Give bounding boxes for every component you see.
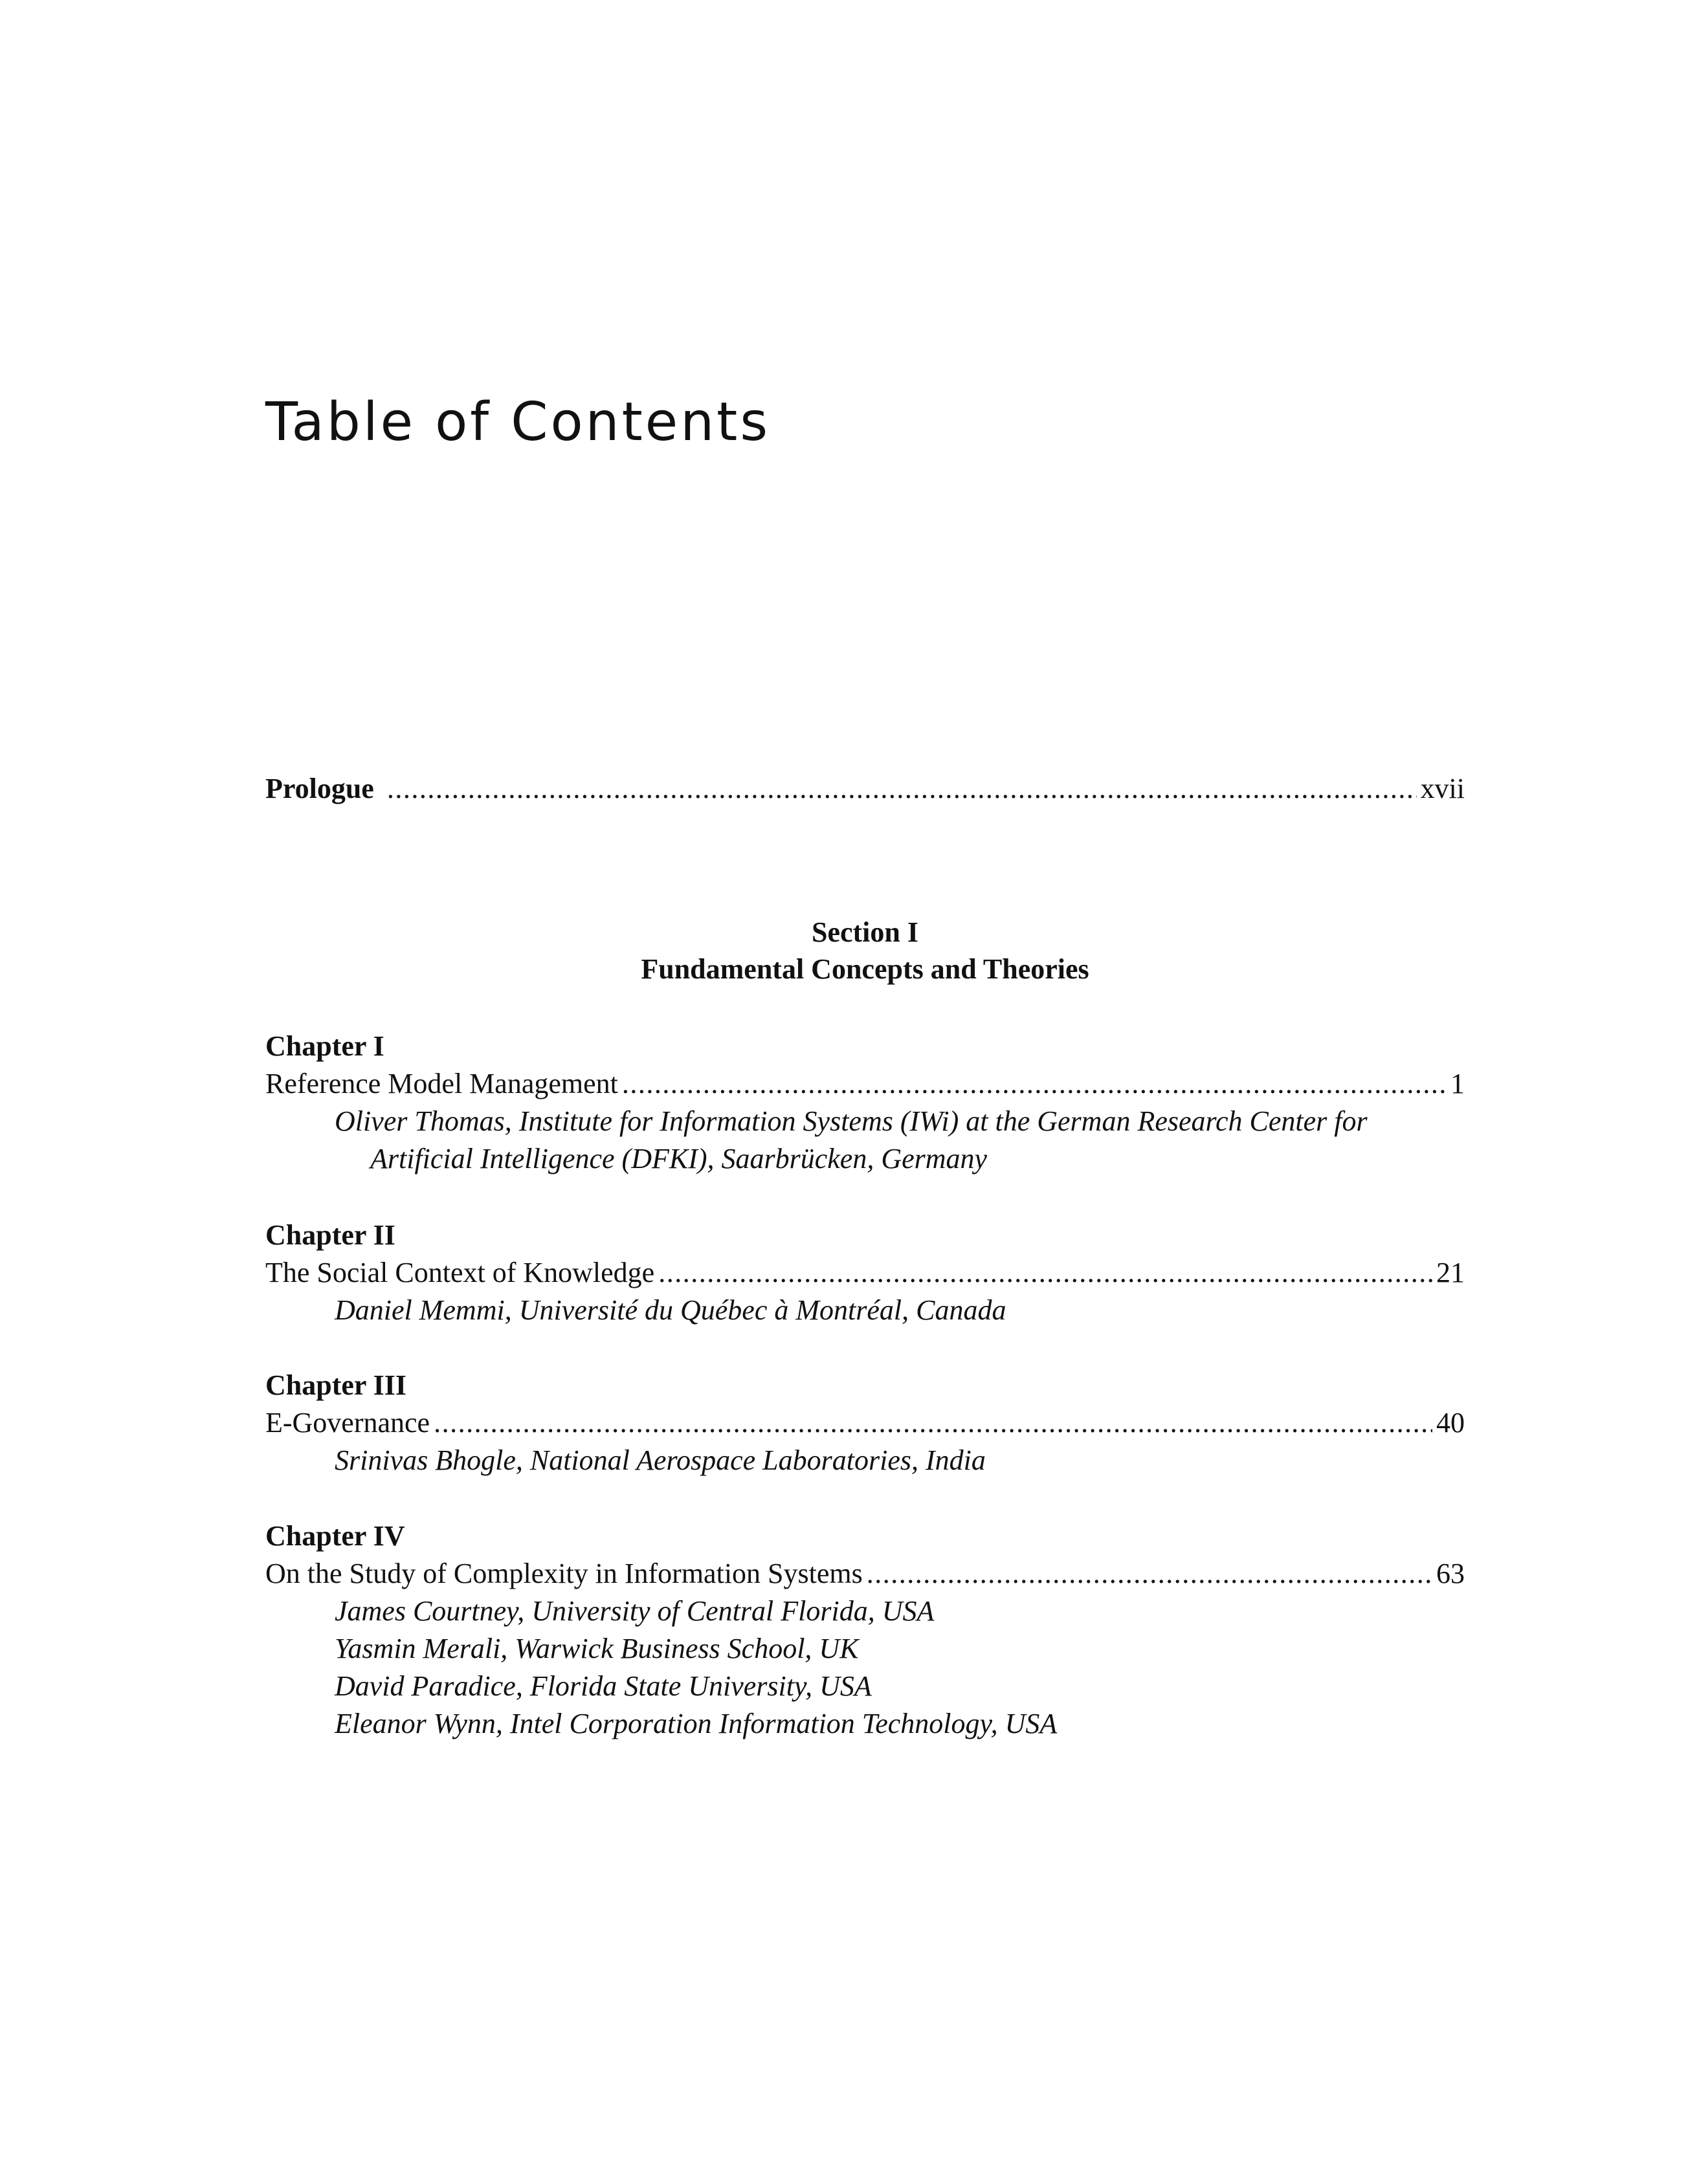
dot-leader [658,1254,1432,1292]
chapter-label: Chapter II [265,1219,395,1251]
page-number: 40 [1436,1407,1465,1439]
toc-entry-chapter-4[interactable] [265,1555,1465,1593]
toc-entry-chapter-3[interactable] [265,1404,1465,1442]
chapter-title: The Social Context of Knowledge [265,1257,655,1288]
section-number: Section I [812,916,918,948]
chapter-label: Chapter III [265,1369,407,1401]
page-title: Table of Contents [265,392,771,453]
chapter-author: James Courtney, University of Central Florida, USA [335,1595,935,1627]
chapter-title: Reference Model Management [265,1068,618,1099]
section-title: Fundamental Concepts and Theories [641,953,1089,985]
page-number: 21 [1436,1257,1465,1288]
chapter-author: Oliver Thomas, Institute for Information Systems (IWi) at the German Research Center for [335,1105,1368,1137]
toc-entry-prologue[interactable] [265,770,1465,808]
chapter-title: E-Governance [265,1407,430,1439]
dot-leader [387,770,1417,808]
chapter-author: Srinivas Bhogle, National Aerospace Laboratories, India [335,1444,986,1476]
page-number: 63 [1436,1558,1465,1589]
page-number: 1 [1450,1068,1465,1099]
chapter-author-continued: Artificial Intelligence (DFKI), Saarbrücken, Germany [370,1143,988,1175]
chapter-author: Eleanor Wynn, Intel Corporation Information Technology, USA [335,1708,1058,1739]
dot-leader [622,1065,1447,1103]
prologue-label: Prologue [265,773,374,804]
chapter-author: Yasmin Merali, Warwick Business School, UK [335,1633,859,1664]
toc-entry-chapter-1[interactable] [265,1065,1465,1103]
chapter-label: Chapter IV [265,1520,405,1552]
chapter-label: Chapter I [265,1030,384,1062]
chapter-title: On the Study of Complexity in Information Systems [265,1558,863,1589]
chapter-author: Daniel Memmi, Université du Québec à Montréal, Canada [335,1294,1006,1326]
chapter-author: David Paradice, Florida State University, USA [335,1670,872,1702]
dot-leader [867,1555,1432,1593]
toc-entry-chapter-2[interactable] [265,1254,1465,1292]
page-number: xvii [1420,773,1465,804]
dot-leader [434,1404,1432,1442]
